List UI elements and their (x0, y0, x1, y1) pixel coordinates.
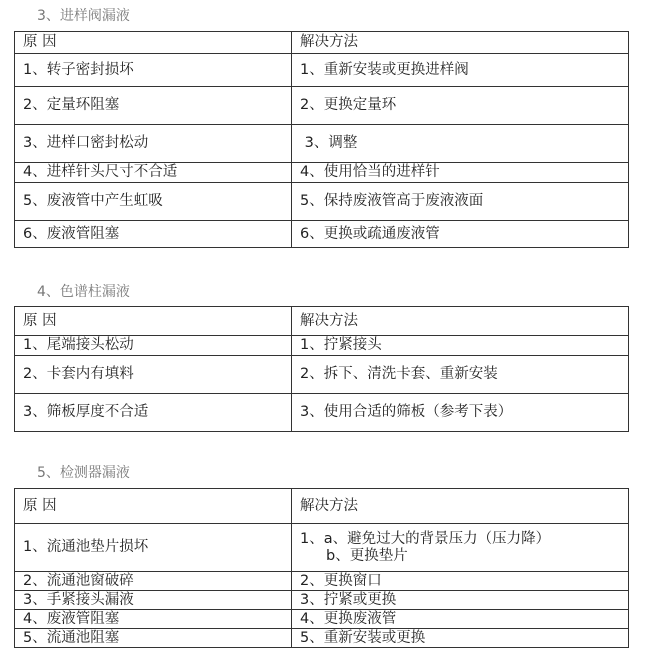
cause-cell: 5、流通池阻塞 (15, 629, 292, 648)
cause-cell: 6、废液管阻塞 (15, 221, 292, 248)
cause-cell: 1、尾端接头松动 (15, 336, 292, 356)
header-solution: 解决方法 (292, 32, 629, 54)
cause-cell: 4、进样针头尺寸不合适 (15, 163, 292, 183)
solution-cell: 3、使用合适的筛板（参考下表） (292, 394, 629, 432)
table-row (15, 394, 629, 432)
table-row (15, 163, 629, 183)
solution-cell (292, 524, 629, 572)
solution-line: 1、a、避免过大的背景压力（压力降） (300, 530, 551, 547)
table-row (15, 125, 629, 163)
header-solution: 解决方法 (292, 489, 629, 524)
header-solution: 解决方法 (292, 307, 629, 336)
solution-cell: 6、更换或疏通废液管 (292, 221, 629, 248)
table-row (15, 356, 629, 394)
cause-cell: 5、废液管中产生虹吸 (15, 183, 292, 221)
solution-cell: 3、调整 (292, 125, 629, 163)
detector-leak-table (14, 488, 629, 648)
cause-cell: 4、废液管阻塞 (15, 610, 292, 629)
cause-cell: 1、转子密封损坏 (15, 54, 292, 87)
table-row (15, 629, 629, 648)
section-title-column-leak: 4、色谱柱漏液 (37, 284, 130, 300)
header-cause: 原 因 (15, 307, 292, 336)
solution-cell: 5、保持废液管高于废液液面 (292, 183, 629, 221)
solution-cell: 2、拆下、清洗卡套、重新安装 (292, 356, 629, 394)
column-leak-table (14, 306, 629, 432)
table-row (15, 524, 629, 572)
cause-cell: 3、进样口密封松动 (15, 125, 292, 163)
table-row (15, 591, 629, 610)
cause-cell: 1、流通池垫片损坏 (15, 524, 292, 572)
cause-cell: 3、手紧接头漏液 (15, 591, 292, 610)
solution-cell: 4、使用恰当的进样针 (292, 163, 629, 183)
table-header-row (15, 489, 629, 524)
solution-line: b、更换垫片 (326, 547, 408, 564)
cause-cell: 3、筛板厚度不合适 (15, 394, 292, 432)
header-cause: 原 因 (15, 489, 292, 524)
multiline-solution (300, 531, 628, 565)
solution-cell: 2、更换窗口 (292, 572, 629, 591)
section-title-valve-leak: 3、进样阀漏液 (37, 8, 130, 24)
table-row (15, 87, 629, 125)
section-title-detector-leak: 5、检测器漏液 (37, 465, 130, 481)
table-header-row (15, 307, 629, 336)
valve-leak-table (14, 31, 629, 248)
header-cause: 原 因 (15, 32, 292, 54)
table-row (15, 183, 629, 221)
cause-cell: 2、定量环阻塞 (15, 87, 292, 125)
table-row (15, 54, 629, 87)
table-row (15, 221, 629, 248)
cause-cell: 2、卡套内有填料 (15, 356, 292, 394)
solution-cell: 1、重新安装或更换进样阀 (292, 54, 629, 87)
table-row (15, 610, 629, 629)
cause-cell: 2、流通池窗破碎 (15, 572, 292, 591)
table-header-row (15, 32, 629, 54)
table-row (15, 572, 629, 591)
solution-cell: 4、更换废液管 (292, 610, 629, 629)
solution-cell: 2、更换定量环 (292, 87, 629, 125)
table-row (15, 336, 629, 356)
solution-cell: 1、拧紧接头 (292, 336, 629, 356)
solution-cell: 5、重新安装或更换 (292, 629, 629, 648)
solution-cell: 3、拧紧或更换 (292, 591, 629, 610)
